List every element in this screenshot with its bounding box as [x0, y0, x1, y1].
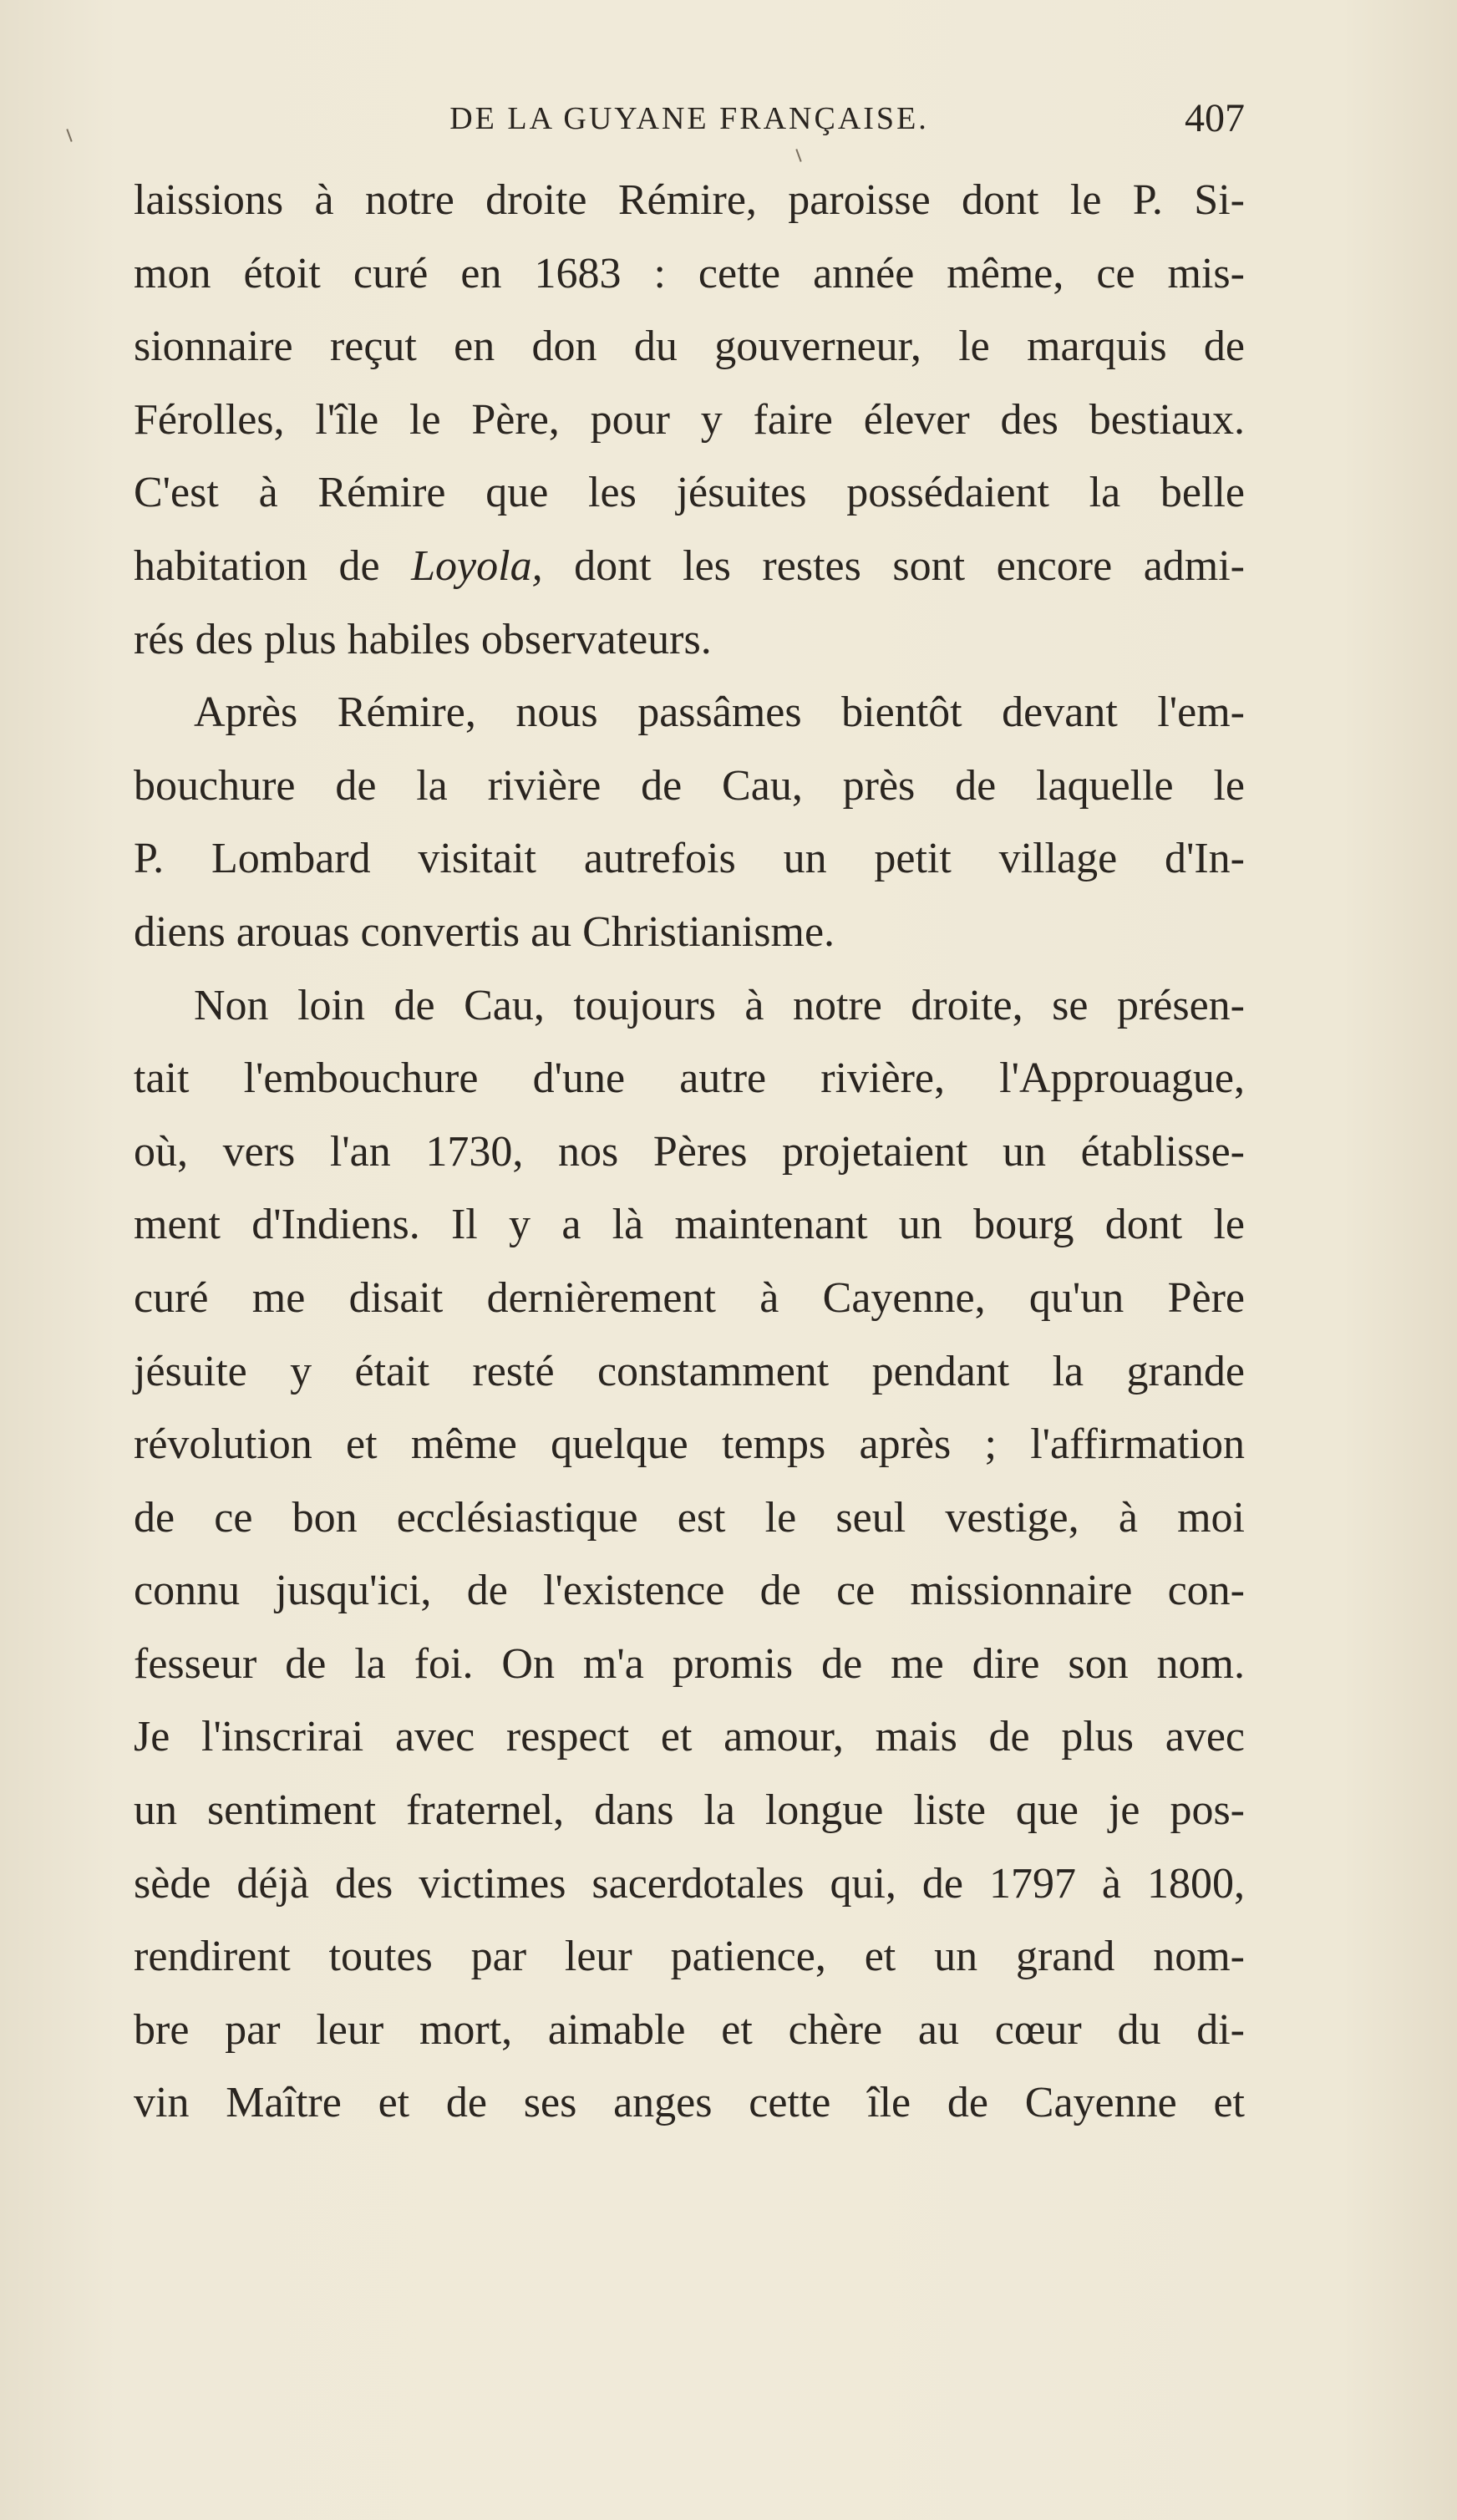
page-number: 407 [1185, 96, 1245, 140]
page-mark [795, 149, 801, 162]
paragraph-start-line: Non loin de Cau, toujours à notre droite, se présen- [194, 981, 1245, 1029]
text-line: sionnaire reçut en don du gouverneur, le marquis de [134, 323, 1245, 371]
text-line: révolution et même quelque temps après ; l'affirmation [134, 1420, 1245, 1469]
text-line: fesseur de la foi. On m'a promis de me dire son nom. [134, 1639, 1245, 1688]
text-line: bre par leur mort, aimable et chère au cœur du di- [134, 2005, 1245, 2054]
text-run: dont les restes sont encore admi- [542, 541, 1245, 590]
paragraph-end-line: rés des plus habiles observateurs. [134, 615, 712, 663]
text-line: rendirent toutes par leur patience, et un grand nom- [134, 1933, 1245, 1981]
text-run: habitation de [134, 541, 412, 590]
text-line: vin Maître et de ses anges cette île de Cayenne et [134, 2079, 1245, 2127]
text-line: ment d'Indiens. Il y a là maintenant un bourg dont le [134, 1201, 1245, 1249]
running-title: DE LA GUYANE FRANÇAISE. [449, 101, 929, 136]
paragraph-start-line: Après Rémire, nous passâmes bientôt devant l'em- [194, 688, 1245, 737]
body-text [134, 164, 1245, 2140]
text-line: un sentiment fraternel, dans la longue liste que je pos- [134, 1786, 1245, 1835]
text-line [134, 530, 1245, 603]
text-line: C'est à Rémire que les jésuites possédaient la belle [134, 469, 1245, 517]
text-line: bouchure de la rivière de Cau, près de laquelle le [134, 761, 1245, 810]
text-line: de ce bon ecclésiastique est le seul vestige, à moi [134, 1493, 1245, 1542]
text-line: curé me disait dernièrement à Cayenne, qu'un Père [134, 1273, 1245, 1322]
italic-text: Loyola, [411, 541, 543, 590]
text-line: tait l'embouchure d'une autre rivière, l'Approuague, [134, 1054, 1245, 1103]
text-line: où, vers l'an 1730, nos Pères projetaient un établisse- [134, 1127, 1245, 1176]
paragraph-end-line: diens arouas convertis au Christianisme. [134, 907, 835, 956]
text-line: Férolles, l'île le Père, pour y faire élever des bestiaux. [134, 395, 1245, 444]
text-line: Je l'inscrirai avec respect et amour, mais de plus avec [134, 1713, 1245, 1761]
text-line: sède déjà des victimes sacerdotales qui, de 1797 à 1800, [134, 1859, 1245, 1908]
text-line: connu jusqu'ici, de l'existence de ce missionnaire con- [134, 1567, 1245, 1615]
text-line: mon étoit curé en 1683 : cette année même, ce mis- [134, 249, 1245, 297]
text-line: jésuite y était resté constamment pendant la grande [134, 1347, 1245, 1395]
text-line: P. Lombard visitait autrefois un petit village d'In- [134, 835, 1245, 883]
text-line: laissions à notre droite Rémire, paroisse dont le P. Si- [134, 176, 1245, 224]
running-head [134, 94, 1245, 144]
page-mark [66, 129, 72, 142]
